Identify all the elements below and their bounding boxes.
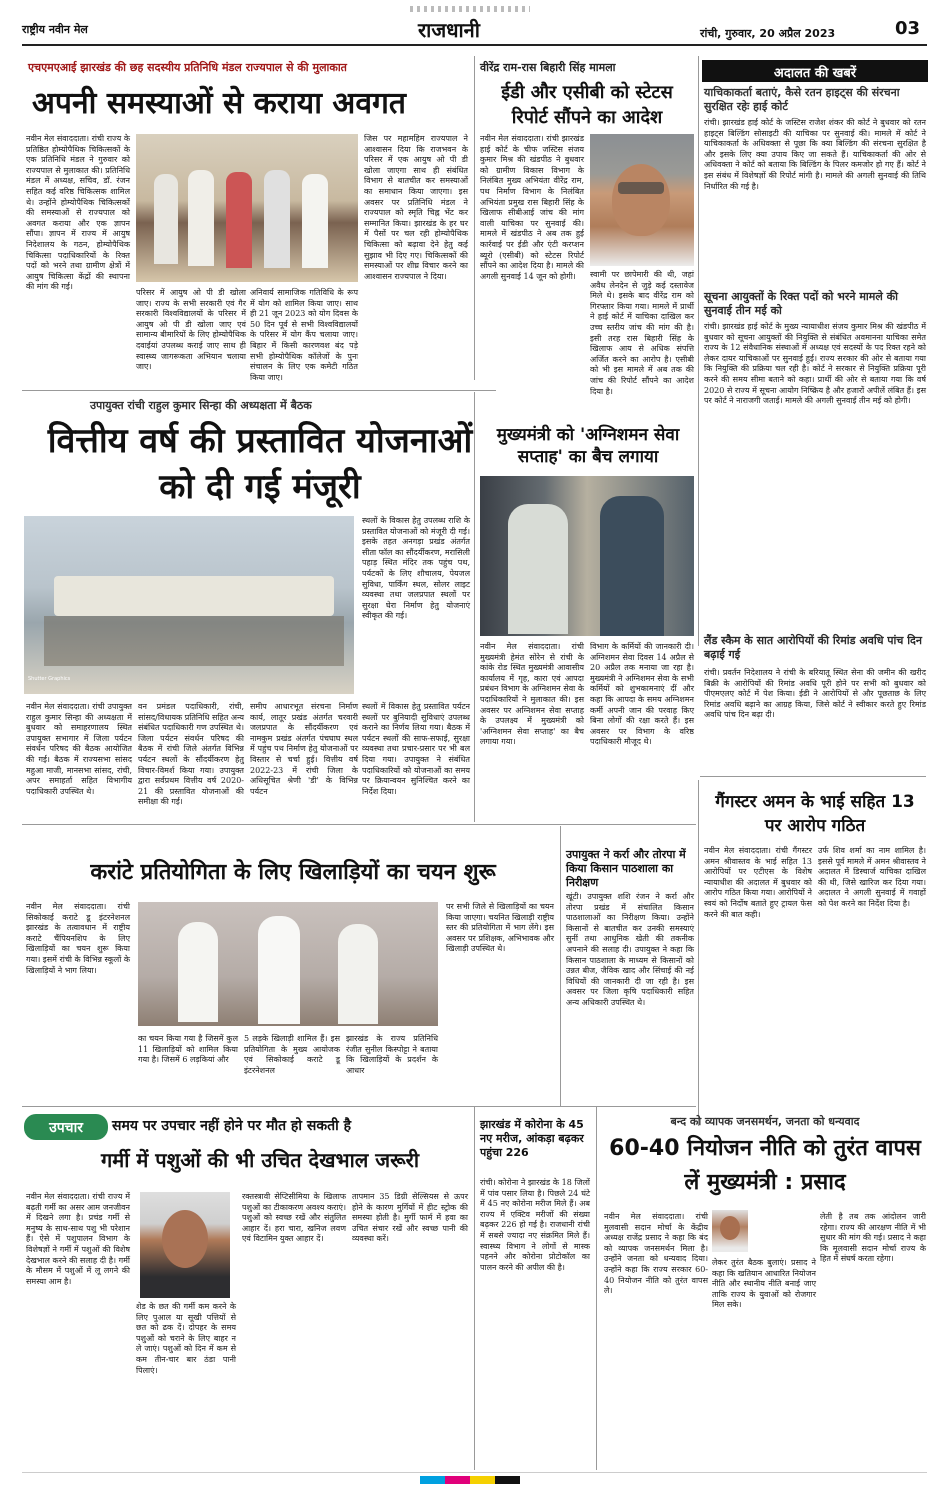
story6-col1: नवीन मेल संवाददाता। रांची सिकोकाई कराटे डू इंटरनेशनल झारखंड के तत्वावधान में राष्ट्रीय कराटे चैंपियनशिप के लिए खिलाड़ियों का चयन शुरू किया गया। इसमें रांची के विभिन्न स्कूलों के खिलाड़ियों ने भाग लिया। <box>26 902 130 975</box>
section-divider <box>22 824 696 825</box>
governor-meeting-photo <box>136 134 358 282</box>
section-divider <box>700 776 926 777</box>
story9-col3: लेती है तब तक आंदोलन जारी रहेगा। राज्य की आरक्षण नीति में भी सुधार की मांग की गई। प्रसाद ने कहा कि मूलवासी सदान मोर्चा राज्य के हित में संघर्ष करता रहेगा। <box>820 1212 926 1264</box>
masthead <box>0 0 945 44</box>
story3-top-right: स्थलों के विकास हेतु उपलब्ध राशि के प्रस्तावित योजनाओं को मंजूरी दी गई। इसके तहत अनगड़ा प्रखंड अंतर्गत सीता फॉल का सौंदर्यीकरण, मरासिली पहाड़ स्थित मंदिर तक पहुंच पथ, पर्यटकों के लिए शौचालय, पेयजल सुविधा, पार्किंग स्थल, सोलर लाइट व्यवस्था तथा जलप्रपात स्थलों पर सुरक्षा घेरा निर्माण हेतु योजनाएं स्वीकृत की गई। <box>362 516 470 621</box>
masthead-rule <box>22 44 927 46</box>
story7-kicker: समय पर उपचार नहीं होने पर मौत हो सकती है <box>112 1118 351 1134</box>
veterinarian-portrait <box>140 1192 230 1298</box>
meeting-photo <box>24 516 354 694</box>
sidebar-h1: याचिकाकर्ता बताएं, कैसे रतन हाइट्स की संरचना सुरक्षित रहेः हाई कोर्ट <box>704 86 900 113</box>
story2-col1: नवीन मेल संवाददाता। रांची झारखंड हाई कोर्ट के चीफ जस्टिस संजय कुमार मिश्र की खंडपीठ ने बुधवार को ग्रामीण विकास विभाग के निलंबित मुख्य अभियंता वीरेंद्र राम, पथ निर्माण विभाग के निलंबित अभियंता प्रमुख रास बिहारी सिंह के खिलाफ सीबीआई जांच की मांग वाली याचिका पर सुनवाई की। मामले में खंडपीठ ने अब तक हुई कार्रवाई पर ईडी और एंटी करप्शन ब्यूरो (एसीबी) को स्टेटस रिपोर्ट सौंपने का आदेश दिया है। मामले की अगली सुनवाई 14 जून को होगी। <box>480 134 584 281</box>
story6-col5: पर सभी जिले से खिलाड़ियों का चयन किया जाएगा। चयनित खिलाड़ी राष्ट्रीय स्तर की प्रतियोगिता में भाग लेंगे। इस अवसर पर प्रशिक्षक, अभिभावक और खिलाड़ी उपस्थित थे। <box>446 902 554 954</box>
story9-col1: नवीन मेल संवाददाता। रांची मुलवासी सदान मोर्चा के केंद्रीय अध्यक्ष राजेंद्र प्रसाद ने कहा कि बंद को व्यापक जनसमर्थन मिला है। उन्होंने जनता को धन्यवाद दिया। उन्होंने कहा कि राज्य सरकार 60-40 नियोजन नीति को तुरंत वापस ले। <box>604 1212 708 1296</box>
story8-headline: झारखंड में कोरोना के 45 नए मरीज, आंकड़ा बढ़कर पहुंचा 226 <box>480 1118 584 1159</box>
story1-col2: परिसर में आयुष ओ पी डी खोला जाए। राज्य के सभी सरकारी एवं गैर सरकारी विश्वविद्यालयों के परिसर में आयुष ओ पी डी खोला जाए एवं सामान्य बीमारियों के लिए होम्योपैथिक दवाईयां उपलब्ध कराई जाए साथ ही स्वास्थ्य जागरूकता अभियान चलाया जाए। <box>136 288 246 372</box>
section-title: राजधानी <box>418 18 480 42</box>
story2-col2: स्वामी पर छापेमारी की थी, जहां अवैध लेनदेन से जुड़े कई दस्तावेज मिले थे। इसके बाद वीरेंद्र राम को गिरफ्तार किया गया। मामले में प्रार्थी ने हाई कोर्ट में याचिका दाखिल कर उच्च स्तरीय जांच की मांग की है। इसी तरह रास बिहारी सिंह के खिलाफ आय से अधिक संपत्ति अर्जित करने का आरोप है। एसीबी को भी इस मामले में अब तक की जांच की रिपोर्ट सौंपने का आदेश दिया है। <box>590 270 694 396</box>
sidebar-b1: रांची। झारखंड हाई कोर्ट के जस्टिस राजेश शंकर की कोर्ट ने बुधवार को रतन हाइट्स बिल्डिंग सोसाइटी की याचिका पर सुनवाई की। मामले में कोर्ट ने याचिकाकर्ता के अधिवक्ता से पूछा कि क्या बिल्डिंग की संरचना सुरक्षित है और इसके लिए क्या उपाय किए जा सकते हैं। याचिकाकर्ता की ओर से अधिवक्ता ने कोर्ट को बताया कि बिल्डिंग के पिलर कमजोर हो गए हैं। कोर्ट ने इस संबंध में विशेषज्ञों की रिपोर्ट मांगी है। मामले की अगली सुनवाई की तिथि निर्धारित की गई है। <box>704 118 926 191</box>
story2-headline: ईडी और एसीबी को स्टेटस रिपोर्ट सौंपने का आदेश <box>501 82 673 128</box>
sidebar-b2: रांची। झारखंड हाई कोर्ट के मुख्य न्यायाधीश संजय कुमार मिश्र की खंडपीठ में बुधवार को सूचना आयुक्तों की नियुक्ति से संबंधित अवमानना याचिका समेत राज्य के 12 संवैधानिक संस्थाओं में अध्यक्ष एवं सदस्यों के पद रिक्त रहने को लेकर दायर याचिकाओं पर सुनवाई हुई। राज्य सरकार की ओर से बताया गया कि नियुक्ति की प्रक्रिया चल रही है। कोर्ट ने सरकार से नियुक्ति प्रक्रिया पूरी करने की समय सीमा बताने को कहा। प्रार्थी की ओर से बताया गया कि वर्ष 2020 से राज्य में सूचना आयोग निष्क्रिय है और हजारों अपीलें लंबित हैं। इस पर कोर्ट ने नाराजगी जताई। मामले की अगली सुनवाई तीन मई को होगी। <box>704 322 926 406</box>
prasad-portrait <box>712 1210 748 1252</box>
story5-headline: उपायुक्त ने कर्रा और तोरपा में किया किसान पाठशाला का निरीक्षण <box>566 848 686 889</box>
story4-headline: मुख्यमंत्री को 'अग्निशमन सेवा सप्ताह' का बैच लगाया <box>496 425 680 467</box>
accused-portrait <box>590 134 694 266</box>
story3-col3: समीप आधारभूत संरचना निर्माण कार्य, लातूर प्रखंड अंतर्गत चरवारी जलप्रपात के सौंदर्यीकरण एवं नामकुम प्रखंड अंतर्गत पंचघाघ स्थल में पहुंच पथ निर्माण हेतु योजनाओं पर विस्तार से चर्चा हुई। वित्तीय वर्ष 2022-23 में रांची जिला के अधिसूचित श्रेणी 'डी' के विभिन्न पर्यटन <box>250 702 358 796</box>
story7-col4: तापमान 35 डिग्री सेल्सियस से ऊपर होने के कारण मुर्गियों में हीट स्ट्रोक की समस्या होती है। मुर्गी फार्म में हवा का उचित संचार रखें और स्वच्छ पानी की व्यवस्था करें। <box>352 1192 468 1244</box>
divider <box>596 1106 597 1470</box>
story9-col2: लेकर तुरंत बैठक बुलाएं। प्रसाद ने कहा कि खतियान आधारित नियोजन नीति और स्थानीय नीति बनाई जाए ताकि राज्य के युवाओं को रोजगार मिल सके। <box>712 1258 816 1310</box>
story7-headline: गर्मी में पशुओं की भी उचित देखभाल जरूरी <box>100 1148 420 1172</box>
sidebar-h3: लैंड स्कैम के सात आरोपियों की रिमांड अवधि पांच दिन बढ़ाई गई <box>704 634 922 661</box>
story1-col3: अनिवार्य सामाजिक गतिविधि के रूप में योग को शामिल किया जाए। साथ ही 21 जून 2023 को योग दिवस के 50 दिन पूर्व से सभी विश्वविद्यालयों के परिसर में योग कैंप चलाया जाए। बिहार में किसी कारणवश बंद पड़े सभी होम्योपैथिक कॉलेजों के पुनः संचालन के लिए एक कमेटी गठित किया जाए। <box>250 288 358 382</box>
story4-col2: विभाग के कर्मियों की जानकारी दी। अग्निशमन सेवा दिवस 14 अप्रैल से 20 अप्रैल तक मनाया जा रहा है। मुख्यमंत्री ने अग्निशमन सेवा के सभी कर्मियों को शुभकामनाएं दीं और कहा कि आपदा के समय अग्निशमन कर्मी अपनी जान की परवाह किए बिना लोगों की रक्षा करते हैं। इस अवसर पर विभाग के वरिष्ठ पदाधिकारी मौजूद थे। <box>590 642 694 747</box>
divider <box>698 56 699 646</box>
story6-headline: करांटे प्रतियोगिता के लिए खिलाड़ियों का चयन शुरू <box>90 860 496 885</box>
footer-rule <box>22 1472 927 1473</box>
story1-col1: नवीन मेल संवाददाता। रांची राज्य के प्रतिष्ठित होम्योपैथिक चिकित्सकों के एक प्रतिनिधि मंडल ने गुरुवार को राज्यपाल से मुलाकात की। प्रतिनिधि मंडल में अध्यक्ष, सचिव, डॉ. रंजन सहित कई वरिष्ठ चिकित्सक शामिल थे। उन्होंने होम्योपैथिक चिकित्सकों की समस्याओं से राज्यपाल को अवगत कराया और एक ज्ञापन सौंपा। ज्ञापन में राज्य में आयुष निदेशालय के गठन, होम्योपैथिक चिकित्सा पदाधिकारियों के रिक्त पदों को भरने तथा ग्रामीण क्षेत्रों में आयुष चिकित्सा केंद्रों की स्थापना की मांग की गई। <box>26 134 130 292</box>
story7-col2: शेड के छत की गर्मी कम करने के लिए पुआल या सूखी पत्तियों से छत को ढक दें। दोपहर के समय पशुओं को चराने के लिए बाहर न ले जाएं। पशुओं को दिन में कम से कम तीन-चार बार ठंडा पानी पिलाएं। <box>136 1302 236 1375</box>
footer-color-strip <box>420 1476 520 1484</box>
story9-headline: 60-40 नियोजन नीति को तुरंत वापस लें मुख्यमंत्री : प्रसाद <box>609 1136 921 1195</box>
story7-col1: नवीन मेल संवाददाता। रांची राज्य में बढ़ती गर्मी का असर आम जनजीवन में दिखने लगा है। प्रचंड गर्मी से मनुष्य के साथ-साथ पशु भी परेशान हैं। ऐसे में पशुपालन विभाग के विशेषज्ञों ने गर्मी में पशुओं की विशेष देखभाल करने की सलाह दी है। गर्मी के मौसम में पशुओं में लू लगने की समस्या आम है। <box>26 1192 130 1286</box>
page-number: 03 <box>895 18 921 39</box>
divider <box>698 780 699 1126</box>
story6-col4: झारखंड के राज्य प्रतिनिधि रंजीत सुनील किस्पोट्टा ने बताया कि खिलाड़ियों के प्रदर्शन के आधार <box>346 1034 438 1075</box>
section-divider <box>22 390 496 391</box>
story2-kicker: वीरेंद्र राम-रास बिहारी सिंह मामला <box>480 61 616 74</box>
story5-body: खूंटी। उपायुक्त शशि रंजन ने कर्रा और तोरपा प्रखंड में संचालित किसान पाठशालाओं का निरीक्षण किया। उन्होंने किसानों से बातचीत कर उनकी समस्याएं सुनीं तथा आधुनिक खेती की तकनीक अपनाने की सलाह दी। उपायुक्त ने कहा कि किसान पाठशाला के माध्यम से किसानों को उन्नत बीज, जैविक खाद और सिंचाई की नई विधियों की जानकारी दी जा रही है। इस अवसर पर जिला कृषि पदाधिकारी सहित अन्य अधिकारी उपस्थित थे। <box>566 892 694 1007</box>
story7-tag-label: उपचार <box>49 1120 83 1136</box>
story7-col3: रक्तस्त्रावी सेप्टिसीमिया के खिलाफ पशुओं का टीकाकरण अवश्य कराएं। पशुओं को स्वच्छ रखें और संतुलित आहार दें। हरा चारा, खनिज लवण एवं विटामिन युक्त आहार दें। <box>242 1192 346 1244</box>
story4-col1: नवीन मेल संवाददाता। रांची मुख्यमंत्री हेमंत सोरेन से रांची के कांके रोड स्थित मुख्यमंत्री आवासीय कार्यालय में गृह, कारा एवं आपदा प्रबंधन विभाग के अग्निशमन सेवा के पदाधिकारियों ने मुलाकात की। इस अवसर पर अग्निशमन सेवा सप्ताह के उपलक्ष्य में मुख्यमंत्री को 'अग्निशमन सेवा सप्ताह' का बैच लगाया गया। <box>480 642 584 747</box>
story10-headline: गैंगस्टर अमन के भाई सहित 13 पर आरोप गठित <box>715 792 915 836</box>
story3-col1: नवीन मेल संवाददाता। रांची उपायुक्त राहुल कुमार सिन्हा की अध्यक्षता में बुधवार को समाहरणालय स्थित उपायुक्त सभागार में जिला पर्यटन संवर्धन परिषद की बैठक आयोजित की गई। बैठक में राज्यसभा सांसद महुआ माजी, मानसभा सांसद, रांची, अपर समाहर्ता सहित विभागीय पदाधिकारी उपस्थित थे। <box>26 702 132 796</box>
sidebar-h2: सूचना आयुक्तों के रिक्त पदों को भरने मामले की सुनवाई तीन मई को <box>704 290 898 317</box>
divider <box>560 826 561 1106</box>
sidebar-b3: रांची। प्रवर्तन निदेशालय ने रांची के बरियातू स्थित सेना की जमीन की खरीद बिक्री के आरोपियों की रिमांड अवधि पूरी होने पर सभी को बुधवार को पीएमएलए कोर्ट में पेश किया। ईडी ने आरोपियों से और पूछताछ के लिए रिमांड अवधि बढ़ाने का आग्रह किया, जिसे कोर्ट ने स्वीकार करते हुए रिमांड अवधि पांच दिन बढ़ा दी। <box>704 668 926 720</box>
section-divider <box>22 1106 696 1107</box>
story3-kicker: उपायुक्त रांची राहुल कुमार सिन्हा की अध्यक्षता में बैठक <box>90 399 312 412</box>
story3-headline: वित्तीय वर्ष की प्रस्तावित योजनाओं को दी गई मंजूरी <box>47 421 473 507</box>
photo-caption: Shutter Graphics <box>28 676 71 682</box>
story10-col1: नवीन मेल संवाददाता। रांची गैंगस्टर अमन श्रीवास्तव के भाई सहित 13 आरोपियों पर एटीएस के विशेष न्यायाधीश की अदालत में बुधवार को आरोप गठित किया गया। आरोपियों ने स्वयं को निर्दोष बताते हुए ट्रायल फेस करने की बात कही। <box>704 846 812 919</box>
divider <box>474 1106 475 1470</box>
story1-kicker: एचएमएआई झारखंड की छह सदस्यीय प्रतिनिधि मंडल राज्यपाल से की मुलाकात <box>28 61 347 74</box>
story6-col3: 5 लड़के खिलाड़ी शामिल हैं। इस प्रतियोगिता के मुख्य आयोजक एवं सिकोकाई कराटे डू इंटरनेशनल <box>244 1034 340 1075</box>
sidebar-banner-label: अदालत की खबरें <box>773 66 857 81</box>
brand-logo: राष्ट्रीय नवीन मेल <box>22 23 88 36</box>
story3-col4: स्थलों में विकास हेतु प्रस्तावित पर्यटन स्थलों पर बुनियादी सुविधाएं उपलब्ध कराने का निर्णय लिया गया। बैठक में पर्यटन स्थलों की साफ-सफाई, सुरक्षा व्यवस्था तथा प्रचार-प्रसार पर भी बल दिया गया। उपायुक्त ने संबंधित पदाधिकारियों को योजनाओं का समय पर क्रियान्वयन सुनिश्चित करने का निर्देश दिया। <box>362 702 470 796</box>
divider <box>474 392 475 822</box>
story10-col2: उर्फ शिव शर्मा का नाम शामिल है। इससे पूर्व मामले में अमन श्रीवास्तव ने अदालत में डिस्चार्ज याचिका दाखिल की थी, जिसे खारिज कर दिया गया। अदालत ने अगली सुनवाई में गवाहों को पेश करने का निर्देश दिया है। <box>818 846 926 908</box>
story1-headline: अपनी समस्याओं से कराया अवगत <box>32 86 406 121</box>
chief-minister-photo <box>480 476 694 636</box>
story8-body: रांची। कोरोना ने झारखंड के 18 जिलों में पांव पसार लिया है। पिछले 24 घंटे में 45 नए कोरोना मरीज मिले हैं। अब राज्य में एक्टिव मरीजों की संख्या बढ़कर 226 हो गई है। राजधानी रांची में सबसे ज्यादा नए संक्रमित मिले हैं। स्वास्थ्य विभाग ने लोगों से मास्क पहनने और कोरोना प्रोटोकॉल का पालन करने की अपील की है। <box>480 1178 590 1272</box>
karate-photo <box>138 902 438 1026</box>
divider <box>474 56 475 380</box>
dateline: रांची, गुरुवार, 20 अप्रैल 2023 <box>700 27 836 40</box>
story9-kicker: बन्द को व्यापक जनसमर्थन, जनता को धन्यवाद <box>670 1115 860 1128</box>
masthead-dots <box>410 6 530 12</box>
story6-col2: का चयन किया गया है जिसमें कुल 11 खिलाड़ियों को शामिल किया गया है। जिसमें 6 लड़कियां और <box>138 1034 238 1065</box>
story3-col2: वन प्रमंडल पदाधिकारी, रांची, सांसद/विधायक प्रतिनिधि सहित अन्य संबंधित पदाधिकारी गण उपस्थित थे। जिला पर्यटन संवर्धन परिषद की बैठक में रांची जिले अंतर्गत विभिन्न पर्यटन स्थलों के सौंदर्यीकरण हेतु विचार-विमर्श किया गया। उपायुक्त द्वारा सर्वप्रथम वित्तीय वर्ष 2020-21 की प्रस्तावित योजनाओं की समीक्षा की गई। <box>138 702 244 807</box>
story1-col4: जिस पर महामहिम राज्यपाल ने आश्वासन दिया कि राजभवन के परिसर में एक आयुष ओ पी डी खोला जाएगा साथ ही संबंधित विभाग से बातचीत कर समस्याओं का समाधान किया जाएगा। इस अवसर पर प्रतिनिधि मंडल ने राज्यपाल को स्मृति चिह्न भेंट कर सम्मानित किया। झारखंड के हर घर में पैसों पर चल रही होम्योपैथिक चिकित्सा को बढ़ावा देने हेतु कई सुझाव भी दिए गए। चिकित्सकों की समस्याओं पर शीघ्र विचार करने का आश्वासन राज्यपाल ने दिया। <box>364 134 468 281</box>
